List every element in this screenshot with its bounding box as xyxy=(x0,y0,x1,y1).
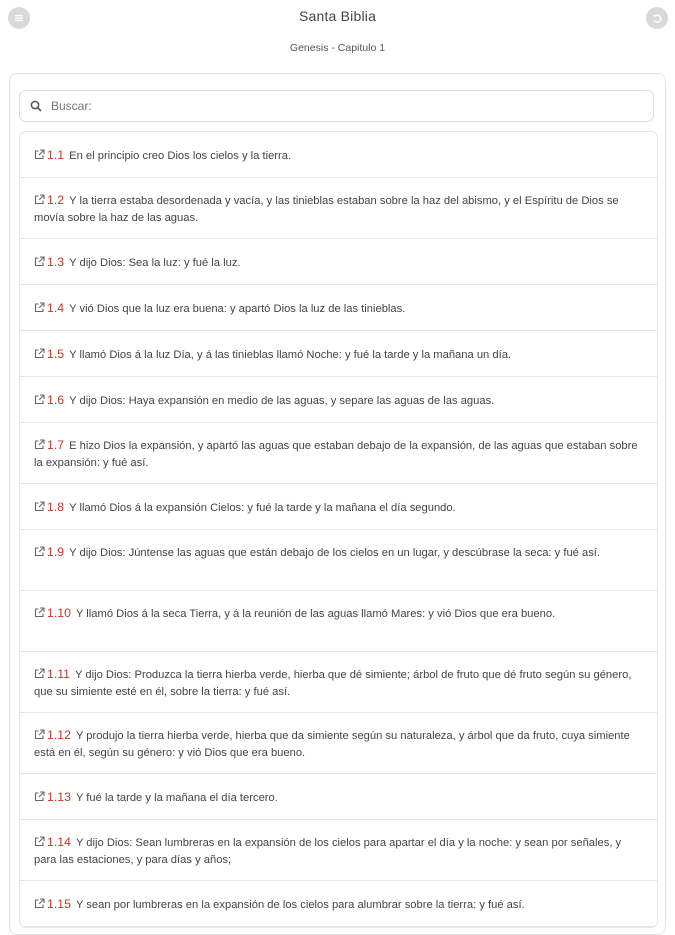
verse-number: 1.9 xyxy=(47,545,65,559)
verse-row[interactable] xyxy=(20,713,657,774)
search-input[interactable] xyxy=(49,98,633,114)
verse-text: Y llamó Dios á la expansión Cielos: y fué la tarde y la mañana el día segundo. xyxy=(69,502,456,514)
verse-text: En el principio creo Dios los cielos y la tierra. xyxy=(69,150,292,162)
external-link-icon[interactable] xyxy=(34,348,45,359)
verse-number: 1.7 xyxy=(47,438,65,452)
verse-number: 1.15 xyxy=(47,897,71,911)
verse-number: 1.6 xyxy=(47,393,65,407)
search-bar[interactable] xyxy=(19,90,654,122)
external-link-icon[interactable] xyxy=(34,194,45,205)
verse-number: 1.2 xyxy=(47,193,65,207)
verse-text: Y dijo Dios: Haya expansión en medio de las aguas, y separe las aguas de las aguas. xyxy=(69,395,495,407)
search-icon xyxy=(30,100,42,112)
verse-text: Y vió Dios que la luz era buena: y apartó Dios la luz de las tinieblas. xyxy=(69,303,406,315)
verse-row[interactable] xyxy=(20,377,657,423)
external-link-icon[interactable] xyxy=(34,501,45,512)
external-link-icon[interactable] xyxy=(34,149,45,160)
verses-panel xyxy=(9,73,666,935)
verse-number: 1.12 xyxy=(47,728,71,742)
verse-number: 1.13 xyxy=(47,790,71,804)
verse-text: Y dijo Dios: Júntense las aguas que están debajo de los cielos en un lugar, y descúbrase la seca: y fué así. xyxy=(69,547,601,559)
back-icon xyxy=(650,11,664,25)
verse-text: Y llamó Dios á la luz Día, y á las tinieblas llamó Noche: y fué la tarde y la mañana un día. xyxy=(69,349,512,361)
external-link-icon[interactable] xyxy=(34,668,45,679)
verse-row[interactable] xyxy=(20,591,657,652)
external-link-icon[interactable] xyxy=(34,836,45,847)
verse-number: 1.8 xyxy=(47,500,65,514)
verse-number: 1.3 xyxy=(47,255,65,269)
verse-row[interactable] xyxy=(20,652,657,713)
external-link-icon[interactable] xyxy=(34,302,45,313)
verse-text: Y dijo Dios: Sean lumbreras en la expansión de los cielos para apartar el día y la noche: y sean por señales, y para las estaciones, y para días y años; xyxy=(34,837,622,866)
external-link-icon[interactable] xyxy=(34,791,45,802)
verse-text: Y la tierra estaba desordenada y vacía, y las tinieblas estaban sobre la haz del abismo, y el Espíritu de Dios se movía sobre la haz de las aguas. xyxy=(34,195,619,224)
verse-row[interactable] xyxy=(20,530,657,591)
verse-text: Y produjo la tierra hierba verde, hierba que da simiente según su naturaleza, y árbol que da fruto, cuya simiente está en él, según su género: y vió Dios que era bueno. xyxy=(34,730,630,759)
app-title: Santa Biblia xyxy=(298,8,377,24)
external-link-icon[interactable] xyxy=(34,546,45,557)
verse-row[interactable] xyxy=(20,484,657,530)
verse-text: Y sean por lumbreras en la expansión de los cielos para alumbrar sobre la tierra: y fué así. xyxy=(75,899,525,911)
verse-row[interactable] xyxy=(20,178,657,239)
external-link-icon[interactable] xyxy=(34,256,45,267)
chapter-subtitle: Genesis - Capitulo 1 xyxy=(289,42,386,54)
verse-number: 1.14 xyxy=(47,835,71,849)
verse-list xyxy=(19,131,658,928)
verse-number: 1.4 xyxy=(47,301,65,315)
verse-text: E hizo Dios la expansión, y apartó las aguas que estaban debajo de la expansión, de las aguas que estaban sobre la expansión: y fué así. xyxy=(34,440,638,469)
verse-row[interactable] xyxy=(20,331,657,377)
external-link-icon[interactable] xyxy=(34,439,45,450)
back-button[interactable] xyxy=(646,7,668,29)
verse-number: 1.11 xyxy=(47,667,71,681)
verse-row[interactable] xyxy=(20,881,657,927)
verse-number: 1.1 xyxy=(47,148,65,162)
verse-text: Y llamó Dios á la seca Tierra, y á la reunión de las aguas llamó Mares: y vió Dios que era bueno. xyxy=(75,608,556,620)
verse-row[interactable] xyxy=(20,820,657,881)
verse-row[interactable] xyxy=(20,239,657,285)
verse-row[interactable] xyxy=(20,774,657,820)
verse-number: 1.5 xyxy=(47,347,65,361)
external-link-icon[interactable] xyxy=(34,394,45,405)
verse-text: Y fué la tarde y la mañana el día tercero. xyxy=(75,792,278,804)
external-link-icon[interactable] xyxy=(34,729,45,740)
verse-row[interactable] xyxy=(20,132,657,178)
verse-row[interactable] xyxy=(20,285,657,331)
external-link-icon[interactable] xyxy=(34,607,45,618)
verse-number: 1.10 xyxy=(47,606,71,620)
verse-row[interactable] xyxy=(20,423,657,484)
verse-text: Y dijo Dios: Sea la luz: y fué la luz. xyxy=(69,257,241,269)
header xyxy=(0,0,675,70)
verse-text: Y dijo Dios: Produzca la tierra hierba verde, hierba que dé simiente; árbol de fruto que dé fruto según su género, que su simiente esté en él, sobre la tierra: y fué así. xyxy=(34,669,632,698)
